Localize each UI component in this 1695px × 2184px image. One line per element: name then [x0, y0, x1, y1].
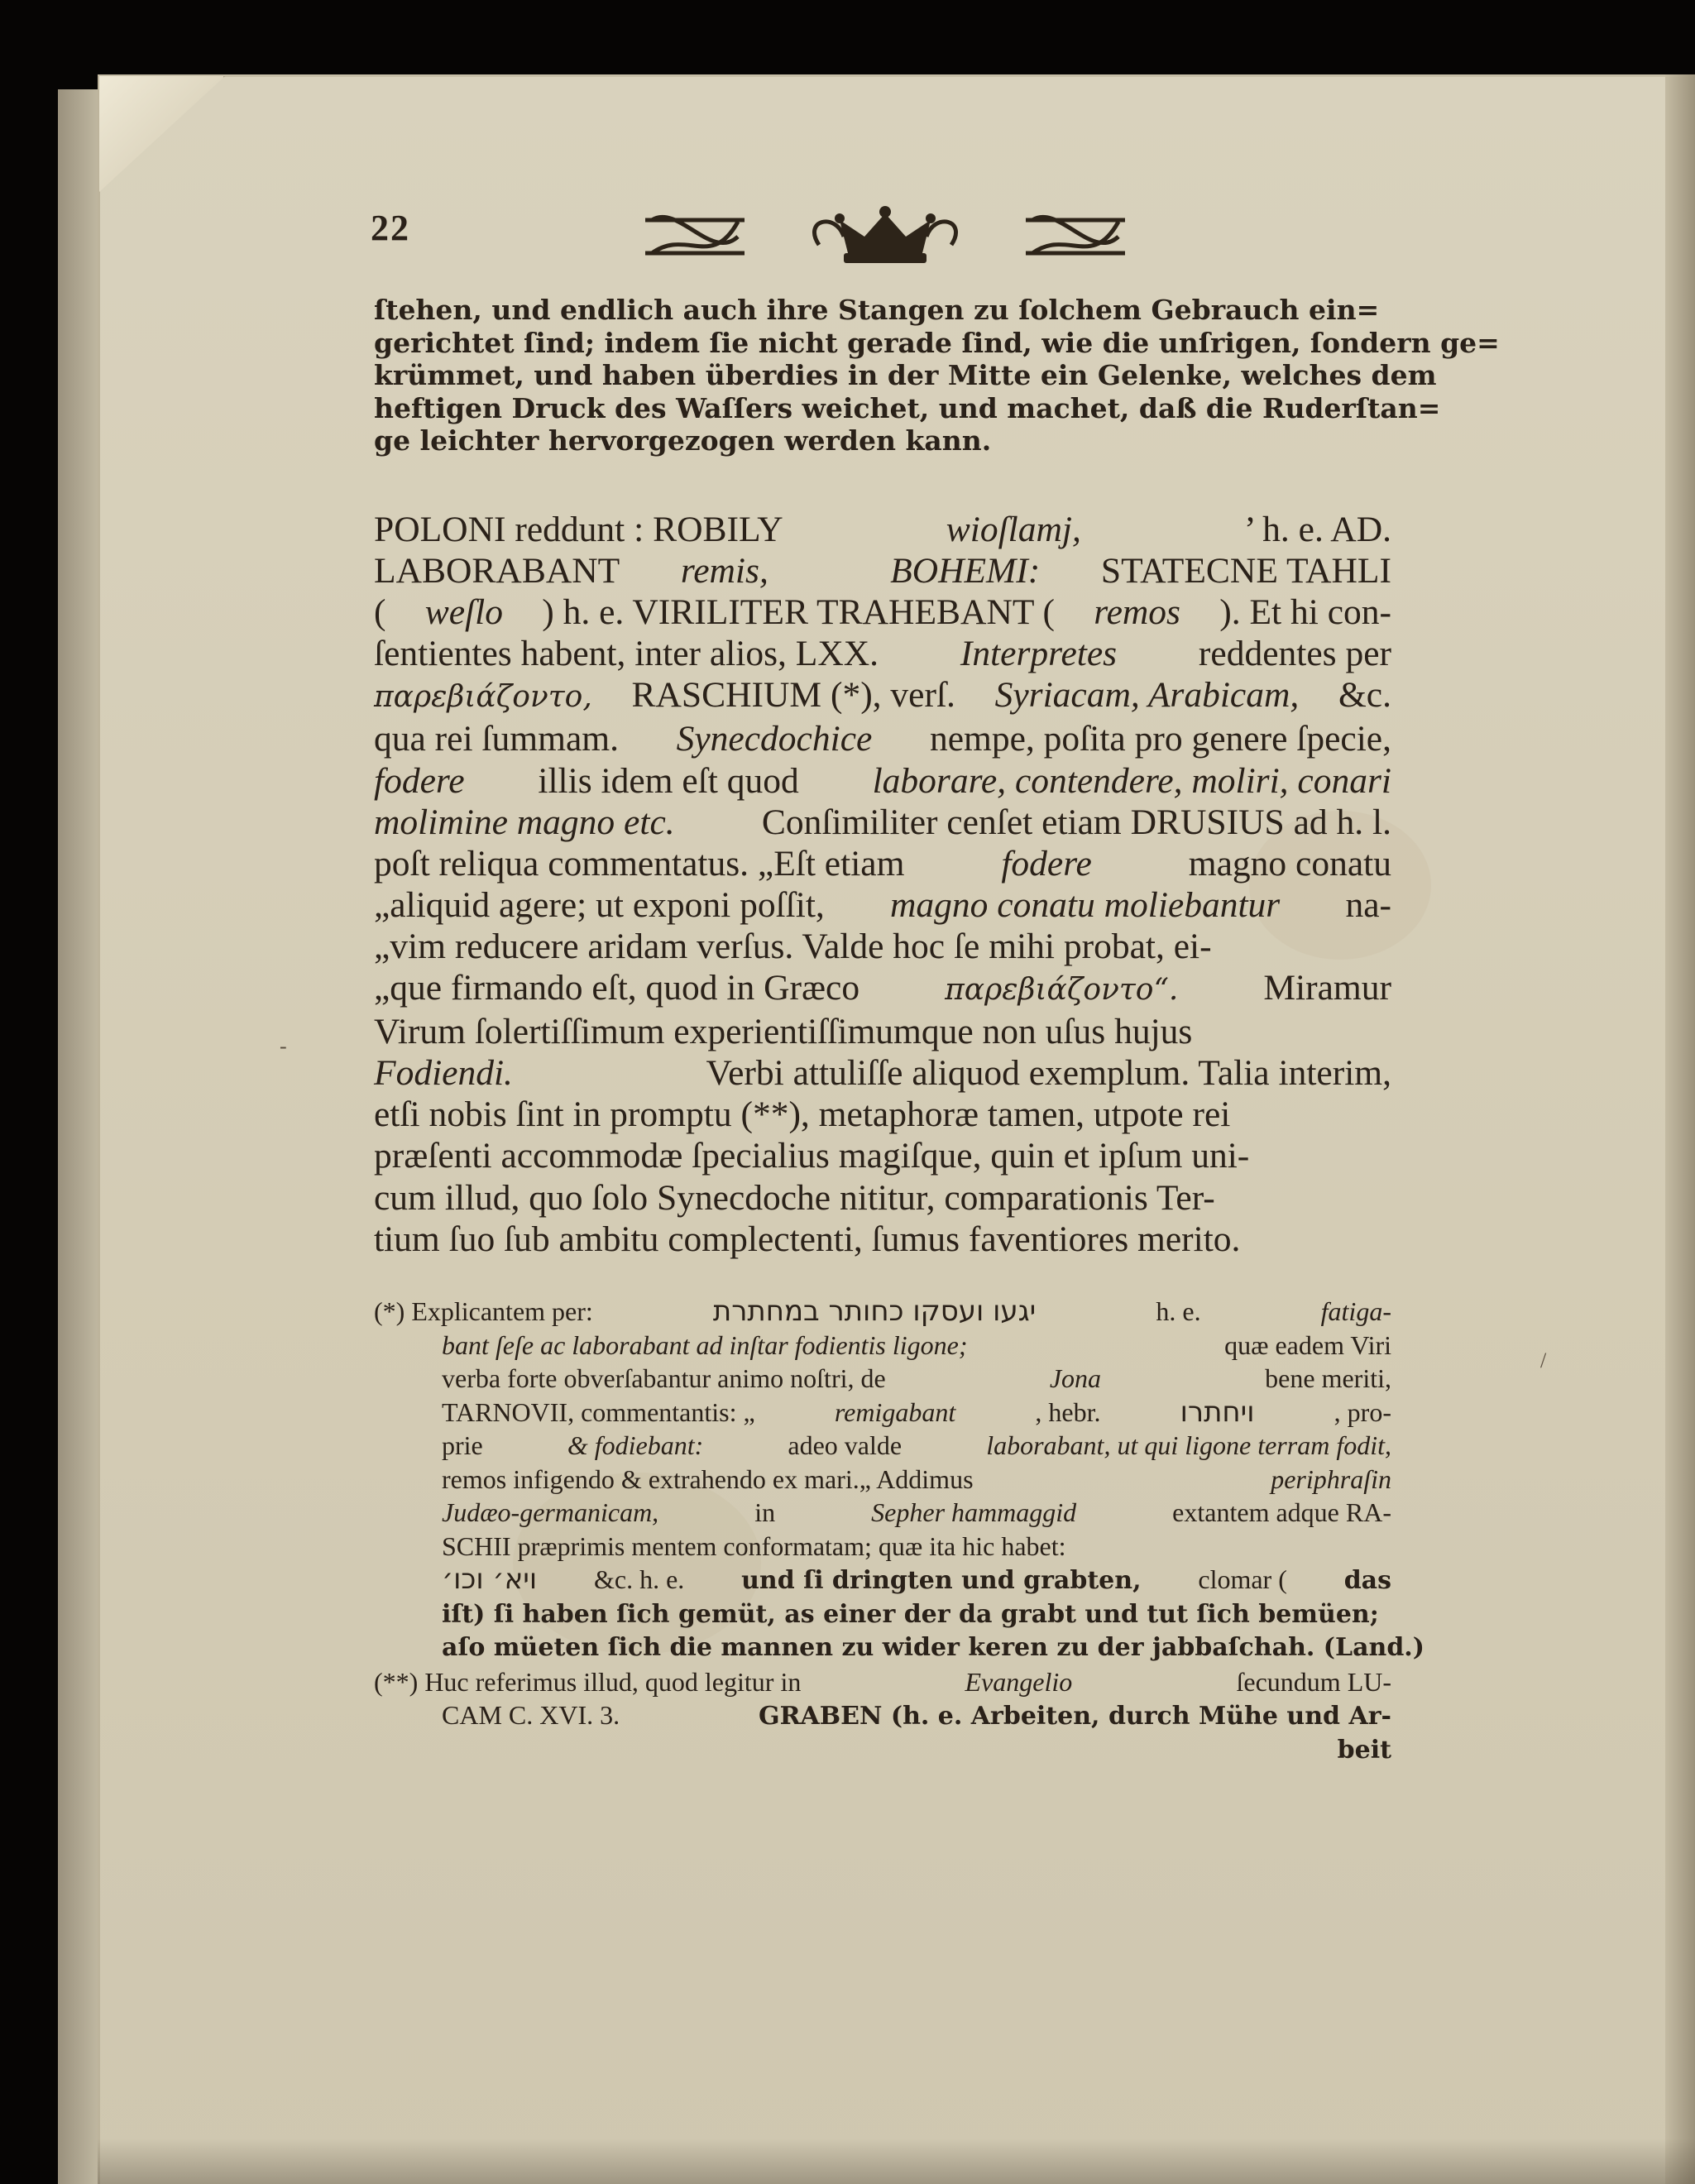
italic-run: BOHEMI: [890, 551, 1041, 592]
hebrew-run: ויחתרו [1180, 1395, 1255, 1429]
text-line [374, 1094, 1391, 1135]
text-run: poſt reliqua commentatus. „Eſt etiam [374, 843, 905, 884]
text-line [374, 1177, 1391, 1219]
text-run: „que firmando eſt, quod in Græco [374, 968, 860, 1008]
text-line [374, 926, 1391, 967]
italic-run: magno conatu moliebantur [890, 884, 1281, 925]
text-run: (*) Explicantem per: [374, 1296, 593, 1326]
italic-run: Sepher hammaggid [871, 1497, 1077, 1527]
hebrew-run: יגעו ועסקו כחותר במחתרת [712, 1295, 1037, 1328]
latin-paragraph [374, 509, 1391, 1260]
italic-run: bant ſeſe ac laborabant ad inſtar fodientis ligone; [442, 1329, 968, 1360]
text-run: Conſimiliter cenſet etiam DRUSIUS ad h. l. [761, 802, 1391, 842]
text-run: CAM C. XVI. 3. [442, 1700, 620, 1730]
greek-run: παρεβιάζοντο, [374, 680, 592, 715]
text-line [374, 1734, 1391, 1768]
text-run: ) h. e. VIRILITER TRAHEBANT ( [542, 592, 1056, 633]
fraktur-run: das [1343, 1566, 1391, 1595]
text-line: ſtehen, und endlich auch ihre Stangen zu ſolchem Gebrauch ein= [374, 294, 1380, 326]
italic-run: fodere [374, 760, 465, 801]
text-run: STATECNE TAHLI [1100, 551, 1391, 592]
greek-run: παρεβιάζοντο“. [945, 973, 1179, 1008]
headpiece-ornament [637, 204, 1133, 268]
text-run: LABORABANT [374, 551, 620, 592]
text-line [374, 1598, 1391, 1632]
text-run: (**) Huc referimus illud, quod legitur in [374, 1666, 802, 1697]
text-run: &c. h. e. [594, 1564, 685, 1594]
text-run: POLONI reddunt : ROBILY [374, 510, 783, 549]
text-run: magno conatu [1188, 843, 1391, 884]
text-run: ſentientes habent, inter alios, LXX. [374, 634, 879, 674]
text-run: quæ eadem Viri [1224, 1329, 1391, 1360]
text-line [374, 1698, 1391, 1734]
text-run: qua rei ſummam. [374, 719, 619, 759]
text-line [374, 718, 1391, 759]
text-run: præſenti accommodæ ſpecialius magiſque, quin et ipſum uni- [374, 1136, 1250, 1176]
page-right-edge [1665, 74, 1695, 2184]
text-line [374, 1396, 1391, 1430]
text-run: verba forte obverſabantur animo noſtri, de [442, 1363, 886, 1393]
text-line [374, 509, 1391, 550]
text-run: ). Et hi con- [1219, 592, 1391, 633]
text-run: „aliquid agere; ut exponi poſſit, [374, 884, 825, 925]
text-run: bene meriti, [1265, 1363, 1391, 1393]
text-run: , pro- [1333, 1396, 1391, 1427]
fraktur-run: GRABEN (h. e. Arbeiten, durch Mühe und Ar- [758, 1702, 1391, 1731]
text-line [374, 1135, 1391, 1176]
text-run: &c. [1338, 675, 1391, 716]
italic-run: Syriacam, Arabicam, [994, 675, 1300, 716]
text-line [374, 1530, 1391, 1564]
text-line: gerichtet ſind; indem ſie nicht gerade ſind, wie die unſrigen, ſondern ge= [374, 326, 1500, 359]
text-run: etſi nobis ſint in promptu (**), metaphoræ tamen, utpote rei [374, 1094, 1231, 1135]
text-line [374, 674, 1391, 718]
footnotes [374, 1295, 1424, 1767]
text-line [374, 1362, 1391, 1396]
hebrew-run: ויא׳ וכו׳ [442, 1563, 538, 1596]
text-run: adeo valde [788, 1430, 903, 1460]
text-run: ( [374, 592, 386, 633]
text-run: TARNOVII, commentantis: „ [442, 1396, 755, 1427]
text-line [374, 1219, 1391, 1260]
fraktur-run: beit [1337, 1735, 1391, 1765]
text-run: illis idem eſt quod [538, 760, 799, 801]
italic-run: wioſlamj, [946, 510, 1081, 549]
text-line [374, 1011, 1391, 1052]
text-line [374, 1429, 1391, 1463]
text-run: clomar ( [1198, 1564, 1287, 1594]
italic-run: remigabant [834, 1396, 956, 1427]
text-line [374, 1052, 1391, 1094]
page-number: 22 [371, 208, 410, 248]
text-run: SCHII præprimis mentem conformatam; quæ ita hic habet: [442, 1530, 1066, 1561]
text-line [374, 967, 1391, 1011]
text-run: Verbi attuliſſe aliquod exemplum. Talia interim, [706, 1053, 1391, 1094]
text-run: nempe, poſita pro genere ſpecie, [929, 719, 1391, 759]
fraktur-run: iſt) ſi haben ſich gemüt, as einer der da grabt und tut ſich bemüen; [442, 1599, 1379, 1629]
italic-run: periphraſin [1271, 1463, 1391, 1494]
italic-run: fatiga- [1320, 1296, 1391, 1326]
fraktur-run: und ſi dringten und grabten, [741, 1566, 1142, 1595]
text-run: na- [1345, 884, 1391, 925]
text-run: „vim reducere aridam verſus. Valde hoc ſe mihi probat, ei- [374, 926, 1212, 966]
italic-run: remis, [680, 551, 768, 592]
margin-mark: / [1540, 1348, 1547, 1372]
text-line [374, 550, 1391, 592]
italic-run: Jona [1049, 1363, 1102, 1393]
text-line [374, 1329, 1391, 1363]
text-run: Miramur [1263, 968, 1391, 1008]
text-run: RASCHIUM (*), verſ. [631, 675, 955, 716]
text-run: reddentes per [1198, 634, 1391, 674]
italic-run: remos [1094, 592, 1180, 633]
text-run: prie [442, 1430, 483, 1460]
text-run: cum illud, quo ſolo Synecdoche nititur, comparationis Ter- [374, 1177, 1215, 1218]
italic-run: fodere [1001, 843, 1092, 884]
text-run: ſecundum LU- [1236, 1666, 1391, 1697]
text-line [374, 760, 1391, 802]
italic-run: laborare, contendere, moliri, conari [872, 760, 1391, 801]
text-run: remos infigendo & extrahendo ex mari.„ Addimus [442, 1463, 974, 1494]
text-line [374, 843, 1391, 884]
italic-run: Judæo-germanicam, [442, 1497, 659, 1527]
italic-run: molimine magno etc. [374, 802, 675, 842]
text-line [374, 1463, 1391, 1497]
text-line: ge leichter hervorgezogen werden kann. [374, 424, 992, 457]
italic-run: & fodiebant: [567, 1430, 704, 1460]
fraktur-run: aſo müeten ſich die mannen zu wider keren zu der jabbaſchah. (Land.) [442, 1633, 1424, 1662]
italic-run: weſlo [424, 592, 503, 633]
italic-run: Interpretes [960, 634, 1118, 674]
text-line [374, 1631, 1424, 1665]
text-run: , hebr. [1035, 1396, 1101, 1427]
margin-mark: - [280, 1034, 287, 1058]
text-run: tium ſuo ſub ambitu complectenti, ſumus faventiores merito. [374, 1219, 1241, 1259]
text-run: extantem adque RA- [1172, 1497, 1391, 1527]
text-line [374, 1563, 1391, 1598]
german-fraktur-paragraph [374, 294, 1500, 457]
italic-run: Fodiendi. [374, 1053, 513, 1094]
text-line [374, 1665, 1391, 1699]
page-bottom-shadow [98, 2138, 1695, 2184]
italic-run: Synecdochice [676, 719, 873, 759]
text-run: in [754, 1497, 776, 1527]
text-run: Virum ſolertiſſimum experientiſſimumque non uſus hujus [374, 1012, 1193, 1052]
text-line [374, 1295, 1391, 1329]
text-line: heftigen Druck des Waſſers weichet, und machet, daß die Ruderſtan= [374, 391, 1441, 424]
text-line [374, 592, 1391, 633]
text-line [374, 802, 1391, 843]
text-line: krümmet, und haben überdies in der Mitte ein Gelenke, welches dem [374, 359, 1437, 391]
text-run: h. e. [1156, 1296, 1201, 1326]
italic-run: Evangelio [965, 1666, 1073, 1697]
italic-run: laborabant, ut qui ligone terram fodit, [986, 1430, 1391, 1460]
text-line [374, 884, 1391, 926]
text-line [374, 1496, 1391, 1530]
text-line [374, 633, 1391, 674]
text-run: ’ h. e. AD. [1244, 510, 1391, 549]
